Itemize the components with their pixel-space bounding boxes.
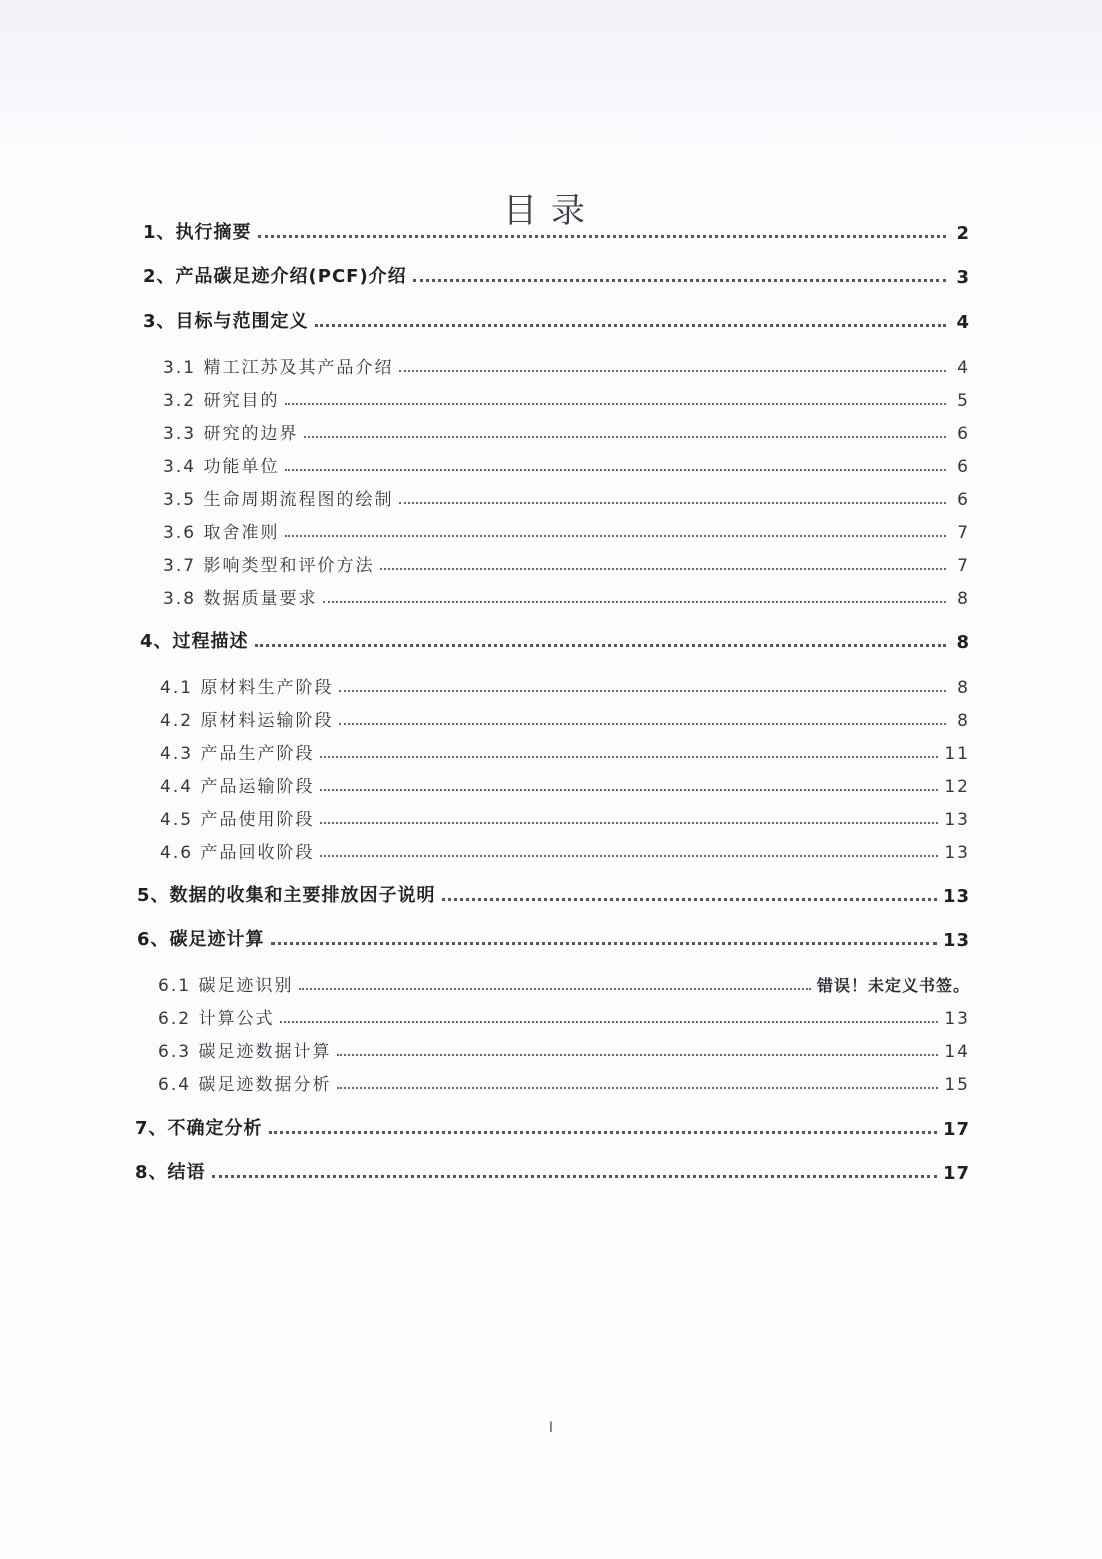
toc-entry-page: 2 [956, 223, 970, 244]
toc-entry-page: 4 [957, 358, 970, 378]
toc-entry-label: 3.4 功能单位 [163, 457, 280, 477]
toc-entry-page: 13 [942, 886, 970, 907]
dot-leader [285, 402, 946, 405]
toc-entry-label: 3.6 取舍准则 [163, 523, 280, 543]
toc-entry-page: 6 [957, 424, 970, 444]
toc-entry-page: 13 [944, 1009, 970, 1029]
toc-entry-page: 13 [944, 843, 970, 863]
dot-leader [320, 821, 938, 824]
toc-entry[interactable] [160, 769, 970, 797]
toc-entry[interactable] [163, 383, 970, 411]
dot-leader [258, 234, 946, 238]
dot-leader [320, 755, 938, 758]
toc-entry-page: 6 [957, 490, 970, 510]
page-number: I [548, 1420, 554, 1436]
toc-entry[interactable] [160, 736, 970, 764]
toc-entry-label: 4.6 产品回收阶段 [160, 843, 315, 863]
dot-leader [399, 501, 946, 504]
toc-entry-label: 3.1 精工江苏及其产品介绍 [163, 358, 394, 378]
dot-leader [315, 323, 946, 327]
toc-entry[interactable] [160, 802, 970, 830]
dot-leader [337, 1086, 938, 1089]
toc-entry-label: 4.2 原材料运输阶段 [160, 711, 334, 731]
dot-leader [285, 468, 946, 471]
toc-entry-page: 错误！未定义书签。 [816, 976, 970, 995]
toc-entry[interactable] [158, 968, 970, 996]
toc-entry-label: 4.4 产品运输阶段 [160, 777, 315, 797]
dot-leader [413, 278, 946, 282]
toc-entry-label: 3.3 研究的边界 [163, 424, 299, 444]
toc-entry-label: 6.2 计算公式 [158, 1009, 275, 1029]
toc-entry[interactable] [163, 449, 970, 477]
toc-entry-page: 17 [942, 1119, 970, 1140]
toc-entry[interactable] [143, 216, 970, 244]
toc-entry-page: 17 [942, 1163, 970, 1184]
dot-leader [380, 567, 946, 570]
toc-entry-page: 12 [944, 777, 970, 797]
toc-entry-page: 4 [956, 312, 970, 333]
toc-entry[interactable] [163, 482, 970, 510]
toc-entry-label: 6.1 碳足迹识别 [158, 976, 294, 996]
toc-entry[interactable] [135, 1156, 970, 1184]
toc-entry[interactable] [140, 625, 970, 653]
toc-entry-page: 11 [944, 744, 970, 764]
toc-entry-label: 7、不确定分析 [135, 1118, 263, 1139]
toc-entry[interactable] [163, 581, 970, 609]
toc-entry-page: 5 [957, 391, 970, 411]
toc-entry-page: 6 [957, 457, 970, 477]
page-title: 目录 [503, 190, 599, 231]
toc-entry-label: 2、产品碳足迹介绍(PCF)介绍 [143, 266, 407, 287]
toc-entry[interactable] [158, 1067, 970, 1095]
dot-leader [442, 897, 937, 901]
toc-entry[interactable] [163, 548, 970, 576]
toc-entry-page: 15 [944, 1075, 970, 1095]
toc-entry-label: 5、数据的收集和主要排放因子说明 [137, 885, 436, 906]
toc-entry-label: 3.5 生命周期流程图的绘制 [163, 490, 394, 510]
toc-entry[interactable] [143, 260, 970, 288]
toc-entry-page: 8 [957, 678, 970, 698]
toc-entry[interactable] [163, 416, 970, 444]
dot-leader [323, 600, 946, 603]
toc-entry-label: 3、目标与范围定义 [143, 311, 309, 332]
toc-entry-label: 4.5 产品使用阶段 [160, 810, 315, 830]
dot-leader [399, 369, 946, 372]
toc-entry-label: 4、过程描述 [140, 631, 249, 652]
toc-entry-page: 8 [957, 589, 970, 609]
toc-entry-label: 6.3 碳足迹数据计算 [158, 1042, 332, 1062]
toc-entry-label: 4.3 产品生产阶段 [160, 744, 315, 764]
toc-entry-label: 1、执行摘要 [143, 222, 252, 243]
toc-entry[interactable] [163, 515, 970, 543]
dot-leader [304, 435, 946, 438]
toc-entry[interactable] [160, 703, 970, 731]
toc-entry-label: 6.4 碳足迹数据分析 [158, 1075, 332, 1095]
dot-leader [285, 534, 946, 537]
dot-leader [320, 788, 938, 791]
toc-entry[interactable] [135, 1112, 970, 1140]
dot-leader [337, 1053, 938, 1056]
toc-entry[interactable] [137, 879, 970, 907]
toc-entry[interactable] [143, 305, 970, 333]
toc-entry-page: 8 [957, 711, 970, 731]
toc-entry-page: 8 [956, 632, 970, 653]
toc-entry-label: 3.2 研究目的 [163, 391, 280, 411]
toc-entry-page: 3 [956, 267, 970, 288]
toc-entry[interactable] [163, 350, 970, 378]
toc-entry-label: 6、碳足迹计算 [137, 929, 265, 950]
toc-entry-label: 8、结语 [135, 1162, 206, 1183]
toc-entry-page: 7 [957, 523, 970, 543]
dot-leader [299, 987, 811, 990]
dot-leader [339, 722, 946, 725]
toc-entry[interactable] [137, 923, 970, 951]
toc-entry-page: 13 [942, 930, 970, 951]
toc-entry-page: 13 [944, 810, 970, 830]
dot-leader [339, 689, 946, 692]
toc-entry-page: 7 [957, 556, 970, 576]
toc-entry[interactable] [158, 1001, 970, 1029]
toc-entry[interactable] [160, 670, 970, 698]
dot-leader [212, 1174, 937, 1178]
dot-leader [280, 1020, 938, 1023]
toc-entry[interactable] [158, 1034, 970, 1062]
dot-leader [269, 1130, 937, 1134]
dot-leader [320, 854, 938, 857]
toc-entry-page: 14 [944, 1042, 970, 1062]
toc-entry-label: 4.1 原材料生产阶段 [160, 678, 334, 698]
toc-entry-label: 3.7 影响类型和评价方法 [163, 556, 375, 576]
dot-leader [255, 643, 946, 647]
toc-entry-label: 3.8 数据质量要求 [163, 589, 318, 609]
dot-leader [271, 941, 937, 945]
toc-entry[interactable] [160, 835, 970, 863]
